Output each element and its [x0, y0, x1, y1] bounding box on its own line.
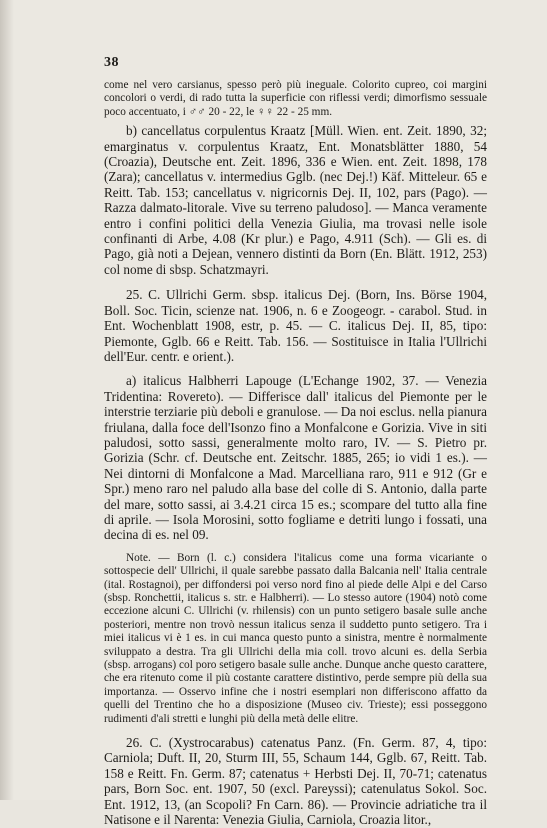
paragraph-halbherri: a) italicus Halbherri Lapouge (L'Echange 1902, 37. — Venezia Tridentina: Rovereto). — Differisce dall' italicus del Piemonte per le interstrie terziarie più deboli e granulose. — Da noi esclus. nella pianura friulana, dalla foce dell'Isonzo fino a Monfalcone e Gorizia. Vive in siti paludosi, sotto sassi, generalmente molto raro, IV. — S. Pietro pr. Gorizia (Schr. cf. Deutsche ent. Zeitschr. 1885, 265; io vidi 1 es.). — Nei dintorni di Monfalcone a Mad. Marcelliana raro, 911 e 912 (Gr e Spr.) meno raro nel paludo alla base del colle di S. Antonio, dalla parte del mare, sotto sassi, ai 3.4.21 circa 15 es.; scompare del tutto alla fine di aprile. — Isola Morosini, sotto fogliame e detriti lungo i fossati, una decina di es. nel 09. [104, 373, 487, 543]
continuation-paragraph: come nel vero carsianus, spesso però più ineguale. Colorito cupreo, coi margini concolori o verdi, di rado tutta la superficie con riflessi verdi; dimorfismo sessuale poco accentuato, i ♂♂ 20 - 22, le ♀♀ 22 - 25 mm. [104, 79, 487, 118]
note-paragraph: Note. — Born (l. c.) considera l'italicus come una forma vicariante o sottospecie dell' Ullrichi, il quale sarebbe passato dalla Balcania nell' Italia centrale (ital. Rostagnoi), per diffondersi poi verso nord fino al piede delle Alpi e del Carso (sbsp. Ronchettii, italicus s. str. e Halbherri). — Lo stesso autore (1904) notò come eccezione alcuni C. Ullrichi (v. rhilensis) con un punto setigero basale sulle anche posteriori, mentre non trovò nessun italicus senza il suddetto punto setigero. Tra i miei italicus vi è 1 es. in cui manca questo punto a sinistra, mentre è normalmente sviluppato a destra. Tra gli Ullrichi della mia coll. trovo alcuni es. della Serbia (sbsp. arrogans) col poro setigero basale sulle anche. Dunque anche questo carattere, che era ritenuto come il più costante carattere distintivo, perde sempre più della sua importanza. — Osservo infine che i nostri esemplari non differiscono affatto da quelli del Trentino che ho a disposizione (Museo civ. Trieste); essi posseggono rudimenti d'ali stretti e lunghi più della metà delle elitre. [104, 551, 487, 725]
paragraph-ullrichi: 25. C. Ullrichi Germ. sbsp. italicus Dej. (Born, Ins. Börse 1904, Boll. Soc. Ticin, scienze nat. 1906, n. 6 e Zoogeogr. - carabol. Stud. in Ent. Wochenblatt 1908, estr, p. 45. — C. italicus Dej. II, 85, tipo: Piemonte, Gglb. 66 e Reitt. Tab. 156. — Sostituisce in Italia l'Ullrichi dell'Eur. centr. e orient.). [104, 287, 487, 364]
page-body [104, 79, 487, 828]
paragraph-catenatus: 26. C. (Xystrocarabus) catenatus Panz. (Fn. Germ. 87, 4, tipo: Carniola; Duft. II, 20, Sturm III, 55, Schaum 144, Gglb. 67, Reitt. Tab. 158 e Reitt. Fn. Germ. 87; catenatus + Herbsti Dej. II, 70-71; catenatus pars, Born Soc. ent. 1907, 50 (excl. Pareyssi); catenulatus Sokol. Soc. Ent. 1912, 13, (an Scopoli? Fn Carn. 86). — Provincie adriatiche tra il Natisone e il Narenta: Venezia Giulia, Carniola, Croazia litor., [104, 735, 487, 828]
page-number: 38 [104, 55, 119, 70]
paragraph-corpulentus: b) cancellatus corpulentus Kraatz [Müll. Wien. ent. Zeit. 1890, 32; emarginatus v. corpulentus Kraatz, Ent. Monatsblätter 1880, 54 (Croazia), Deutsche ent. Zeit. 1896, 336 e Wien. ent. Zeit. 1898, 178 (Zara); cancellatus v. intermedius Gglb. (nec Dej.!) Käf. Mitteleur. 65 e Reitt. Tab. 153; cancellatus v. nigricornis Dej. II, 102, pars (Pago). — Razza dalmato-litorale. Vive su terreno paludoso]. — Manca veramente entro i confini politici della Venezia Giulia, ma trovasi nelle isole confinanti di Arbe, 4.08 (Kr plur.) e Pago, 4.911 (Sch). — Gli es. di Pago, già noti a Dejean, vennero distinti da Born (En. Blätt. 1912, 253) col nome di sbsp. Schatzmayri. [104, 123, 487, 277]
